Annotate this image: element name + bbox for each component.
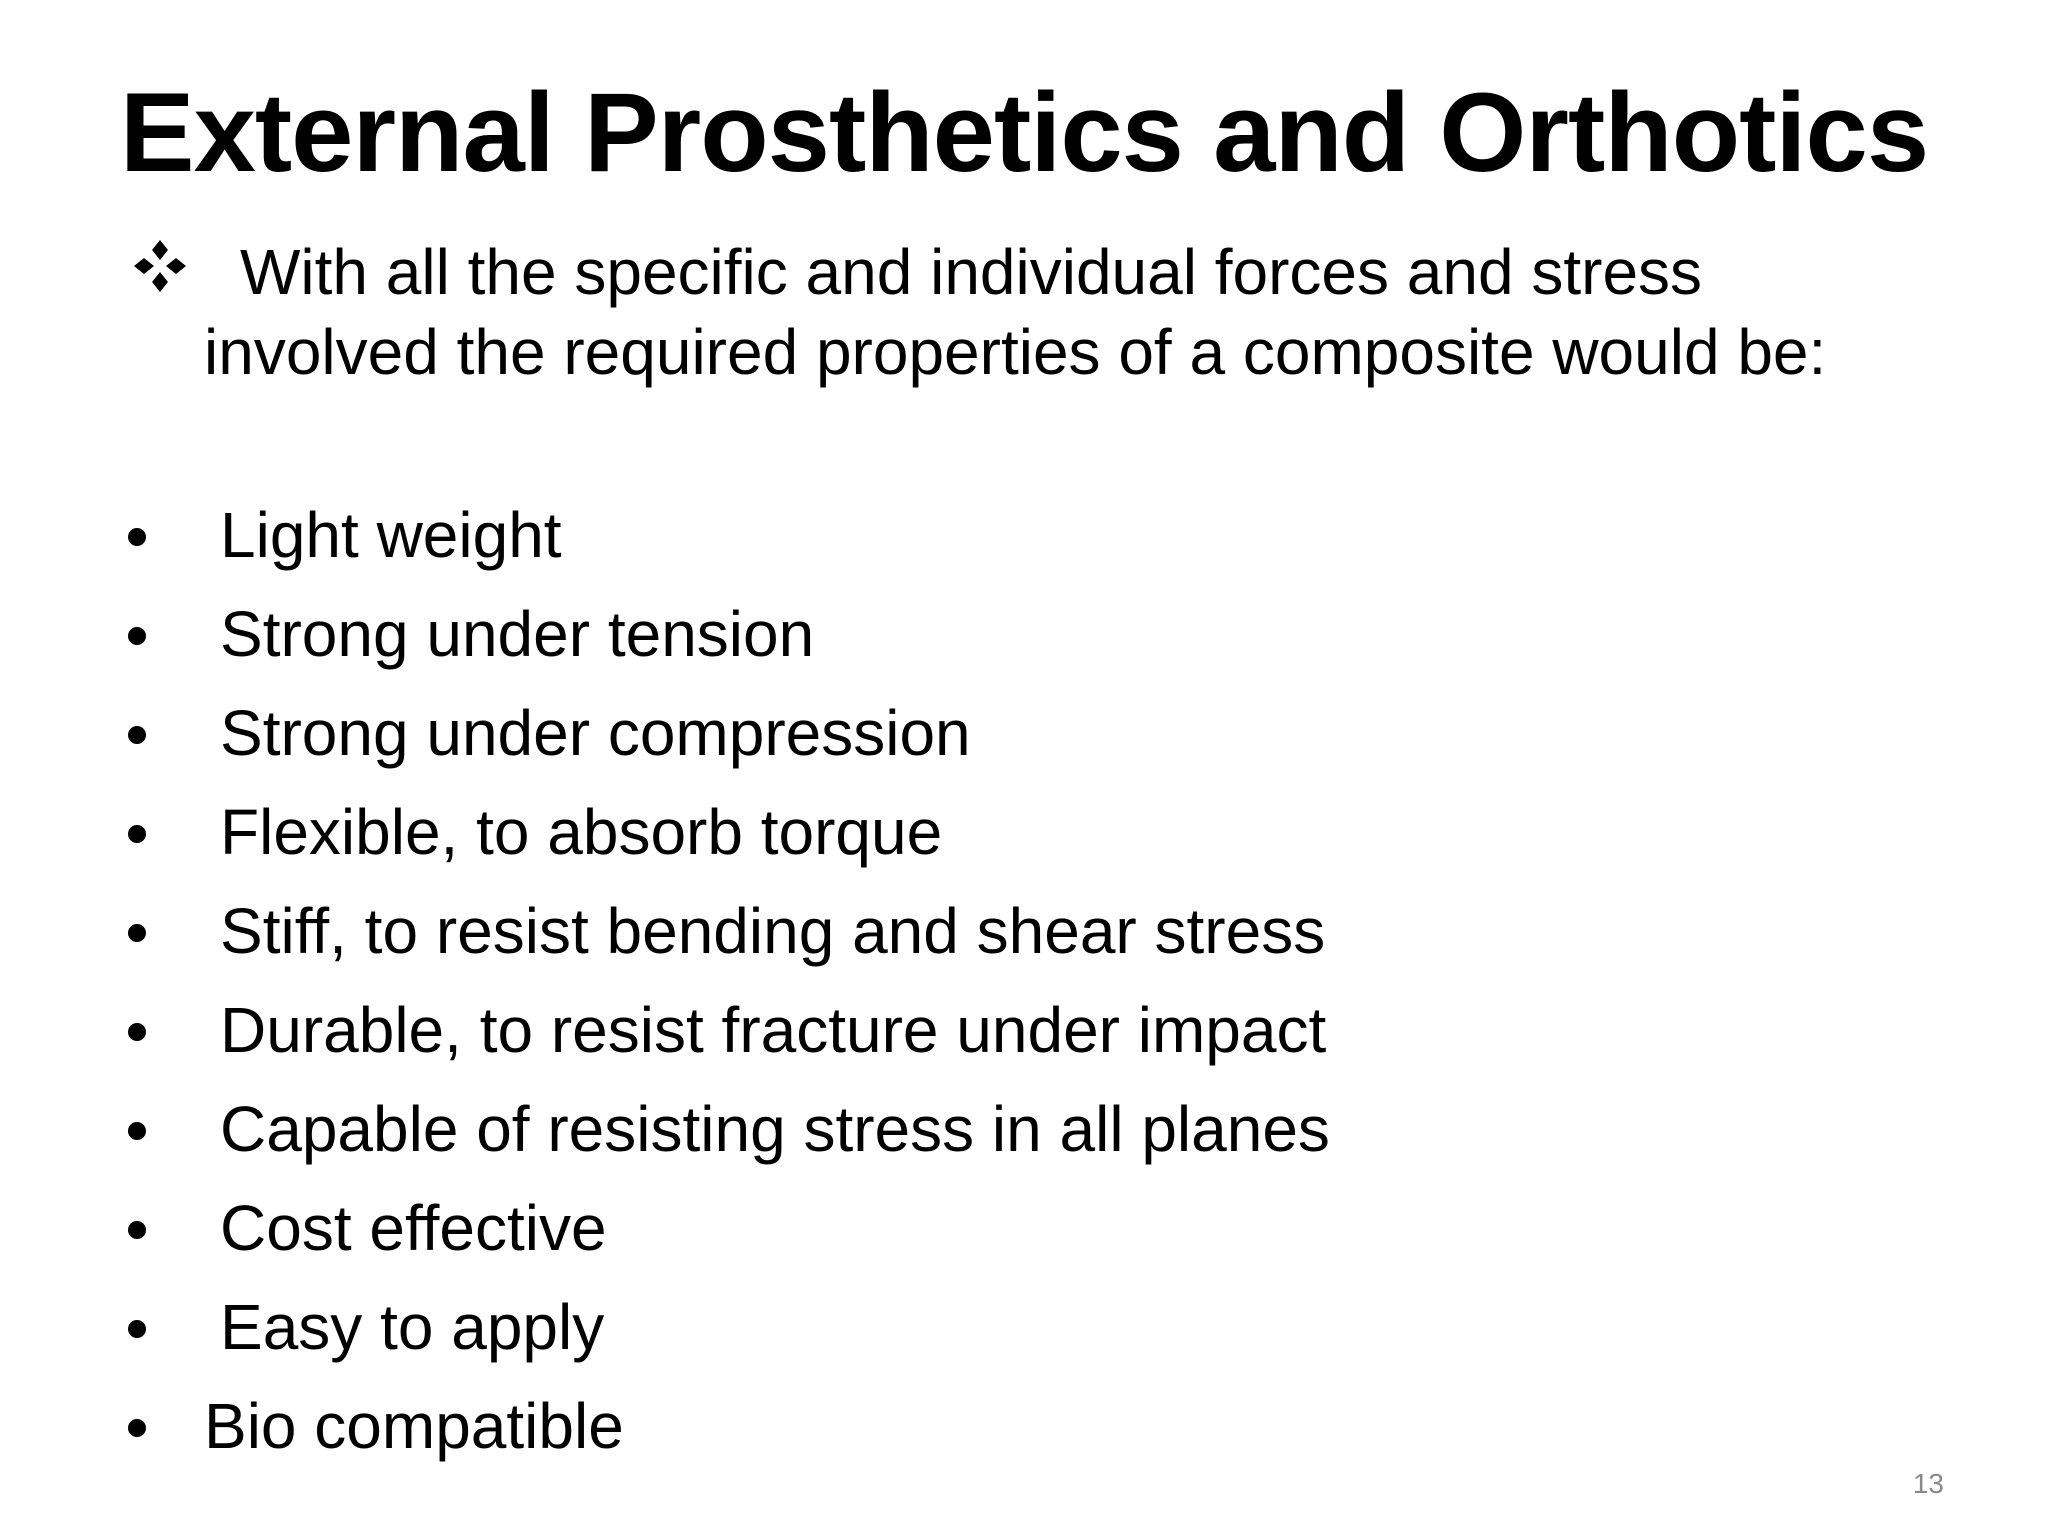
list-item	[120, 495, 1920, 594]
list-item	[120, 990, 1920, 1089]
bullet-dot-icon	[128, 1023, 146, 1041]
list-item-text: Bio compatible	[204, 1390, 624, 1462]
list-item-text: Easy to apply	[220, 1291, 605, 1363]
bullet-dot-icon	[128, 1122, 146, 1140]
properties-list	[120, 495, 1920, 1485]
bullet-dot-icon	[128, 825, 146, 843]
bullet-dot-icon	[128, 726, 146, 744]
list-item	[120, 792, 1920, 891]
bullet-dot-icon	[128, 627, 146, 645]
list-item-text: Strong under compression	[220, 697, 971, 769]
list-item	[120, 594, 1920, 693]
list-item-text: Flexible, to absorb torque	[220, 796, 943, 868]
list-item-text: Strong under tension	[220, 598, 815, 670]
bullet-dot-icon	[128, 1221, 146, 1239]
list-item	[120, 1089, 1920, 1188]
bullet-dot-icon	[128, 1320, 146, 1338]
four-diamond-bullet-icon	[132, 238, 188, 294]
list-item	[120, 693, 1920, 792]
list-item	[120, 1287, 1920, 1386]
bullet-dot-icon	[128, 1419, 146, 1437]
list-item-text: Capable of resisting stress in all planes	[220, 1093, 1330, 1165]
bullet-dot-icon	[128, 924, 146, 942]
slide-title: External Prosthetics and Orthotics	[119, 70, 1929, 195]
list-item-text: Light weight	[220, 499, 562, 571]
list-item	[120, 1386, 1920, 1485]
intro-text: With all the specific and individual forces and stress involved the required properties of a composite would be:	[204, 236, 1827, 388]
bullet-dot-icon	[128, 528, 146, 546]
list-item-text: Cost effective	[220, 1192, 607, 1264]
list-item	[120, 891, 1920, 990]
intro-paragraph	[132, 232, 1932, 392]
list-item-text: Stiff, to resist bending and shear stress	[220, 895, 1326, 967]
list-item-text: Durable, to resist fracture under impact	[220, 994, 1327, 1066]
page-number: 13	[1912, 1468, 1944, 1499]
list-item	[120, 1188, 1920, 1287]
